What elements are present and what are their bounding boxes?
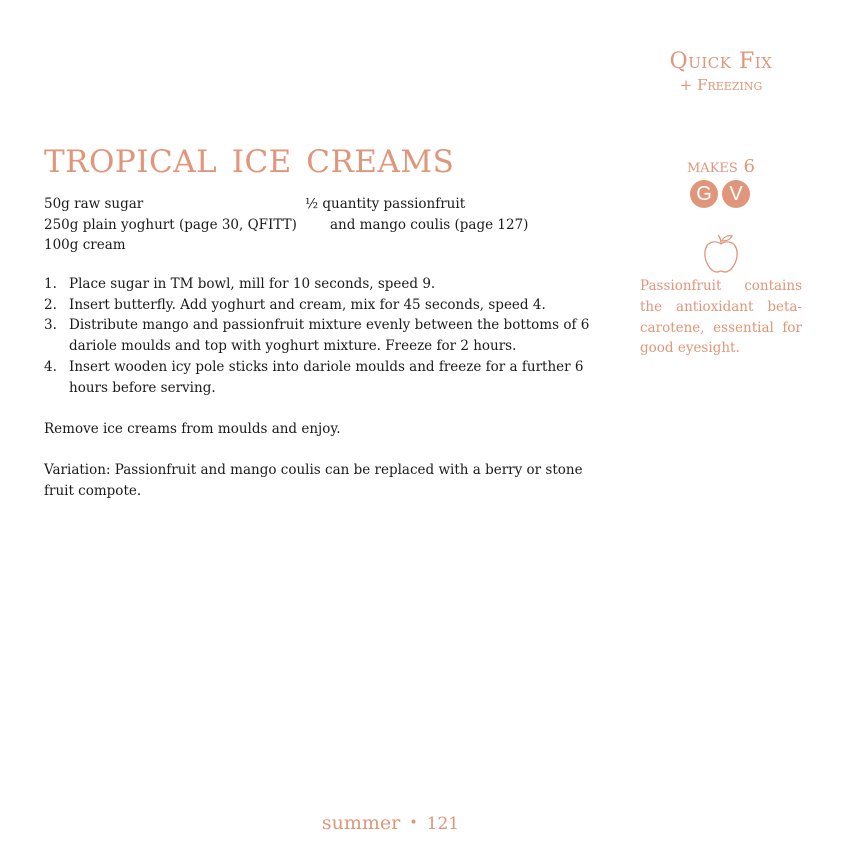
step-number: 4. <box>44 358 57 375</box>
category-sub: + Freezing <box>679 76 763 94</box>
ingredient-item: 50g raw sugar <box>44 196 144 212</box>
apple-icon <box>702 232 740 274</box>
ingredient-item: 100g cream <box>44 237 126 254</box>
serving-note: Remove ice creams from moulds and enjoy. <box>44 421 341 437</box>
step-number: 2. <box>44 296 57 313</box>
category-heading <box>640 48 802 94</box>
method-step <box>44 315 604 356</box>
step-text: Place sugar in TM bowl, mill for 10 seconds, speed 9. <box>69 276 436 292</box>
diet-badges <box>690 180 750 208</box>
footer-separator: • <box>409 815 418 831</box>
step-text: Insert butterfly. Add yoghurt and cream, mix for 45 seconds, speed 4. <box>69 296 546 313</box>
ingredient-item-continued: and mango coulis (page 127) <box>330 216 529 233</box>
step-number: 3. <box>44 317 57 334</box>
method-step <box>44 295 604 316</box>
step-number: 1. <box>44 276 57 292</box>
nutrition-tip: Passionfruit contains the antioxidant beta-carotene, essential for good eyesight. <box>640 278 802 357</box>
section-name: summer <box>321 812 401 834</box>
category-main: Quick Fix <box>669 49 773 74</box>
ingredients-column-right <box>305 194 565 235</box>
method-step <box>44 274 604 295</box>
vegetarian-badge: V <box>722 180 750 208</box>
page-footer <box>0 812 781 834</box>
page-number: 121 <box>426 814 460 834</box>
ingredient-item: 250g plain yoghurt (page 30, QFITT) <box>44 216 297 233</box>
ingredient-item: ½ quantity passionfruit <box>305 196 466 212</box>
step-text: Insert wooden icy pole sticks into dariole moulds and freeze for a further 6 hours before serving. <box>69 358 584 396</box>
gluten-free-badge: G <box>690 180 718 208</box>
method-step <box>44 357 604 398</box>
method-steps <box>44 274 604 398</box>
variation-note: Variation: Passionfruit and mango coulis can be replaced with a berry or stone fruit compote. <box>44 462 583 499</box>
serves-label: makes 6 <box>687 156 755 177</box>
step-text: Distribute mango and passionfruit mixture evenly between the bottoms of 6 dariole moulds and top with yoghurt mixture. Freeze for 2 hours. <box>69 317 590 355</box>
ingredients-column-left <box>44 194 304 256</box>
recipe-title: tropical ice creams <box>44 132 455 183</box>
